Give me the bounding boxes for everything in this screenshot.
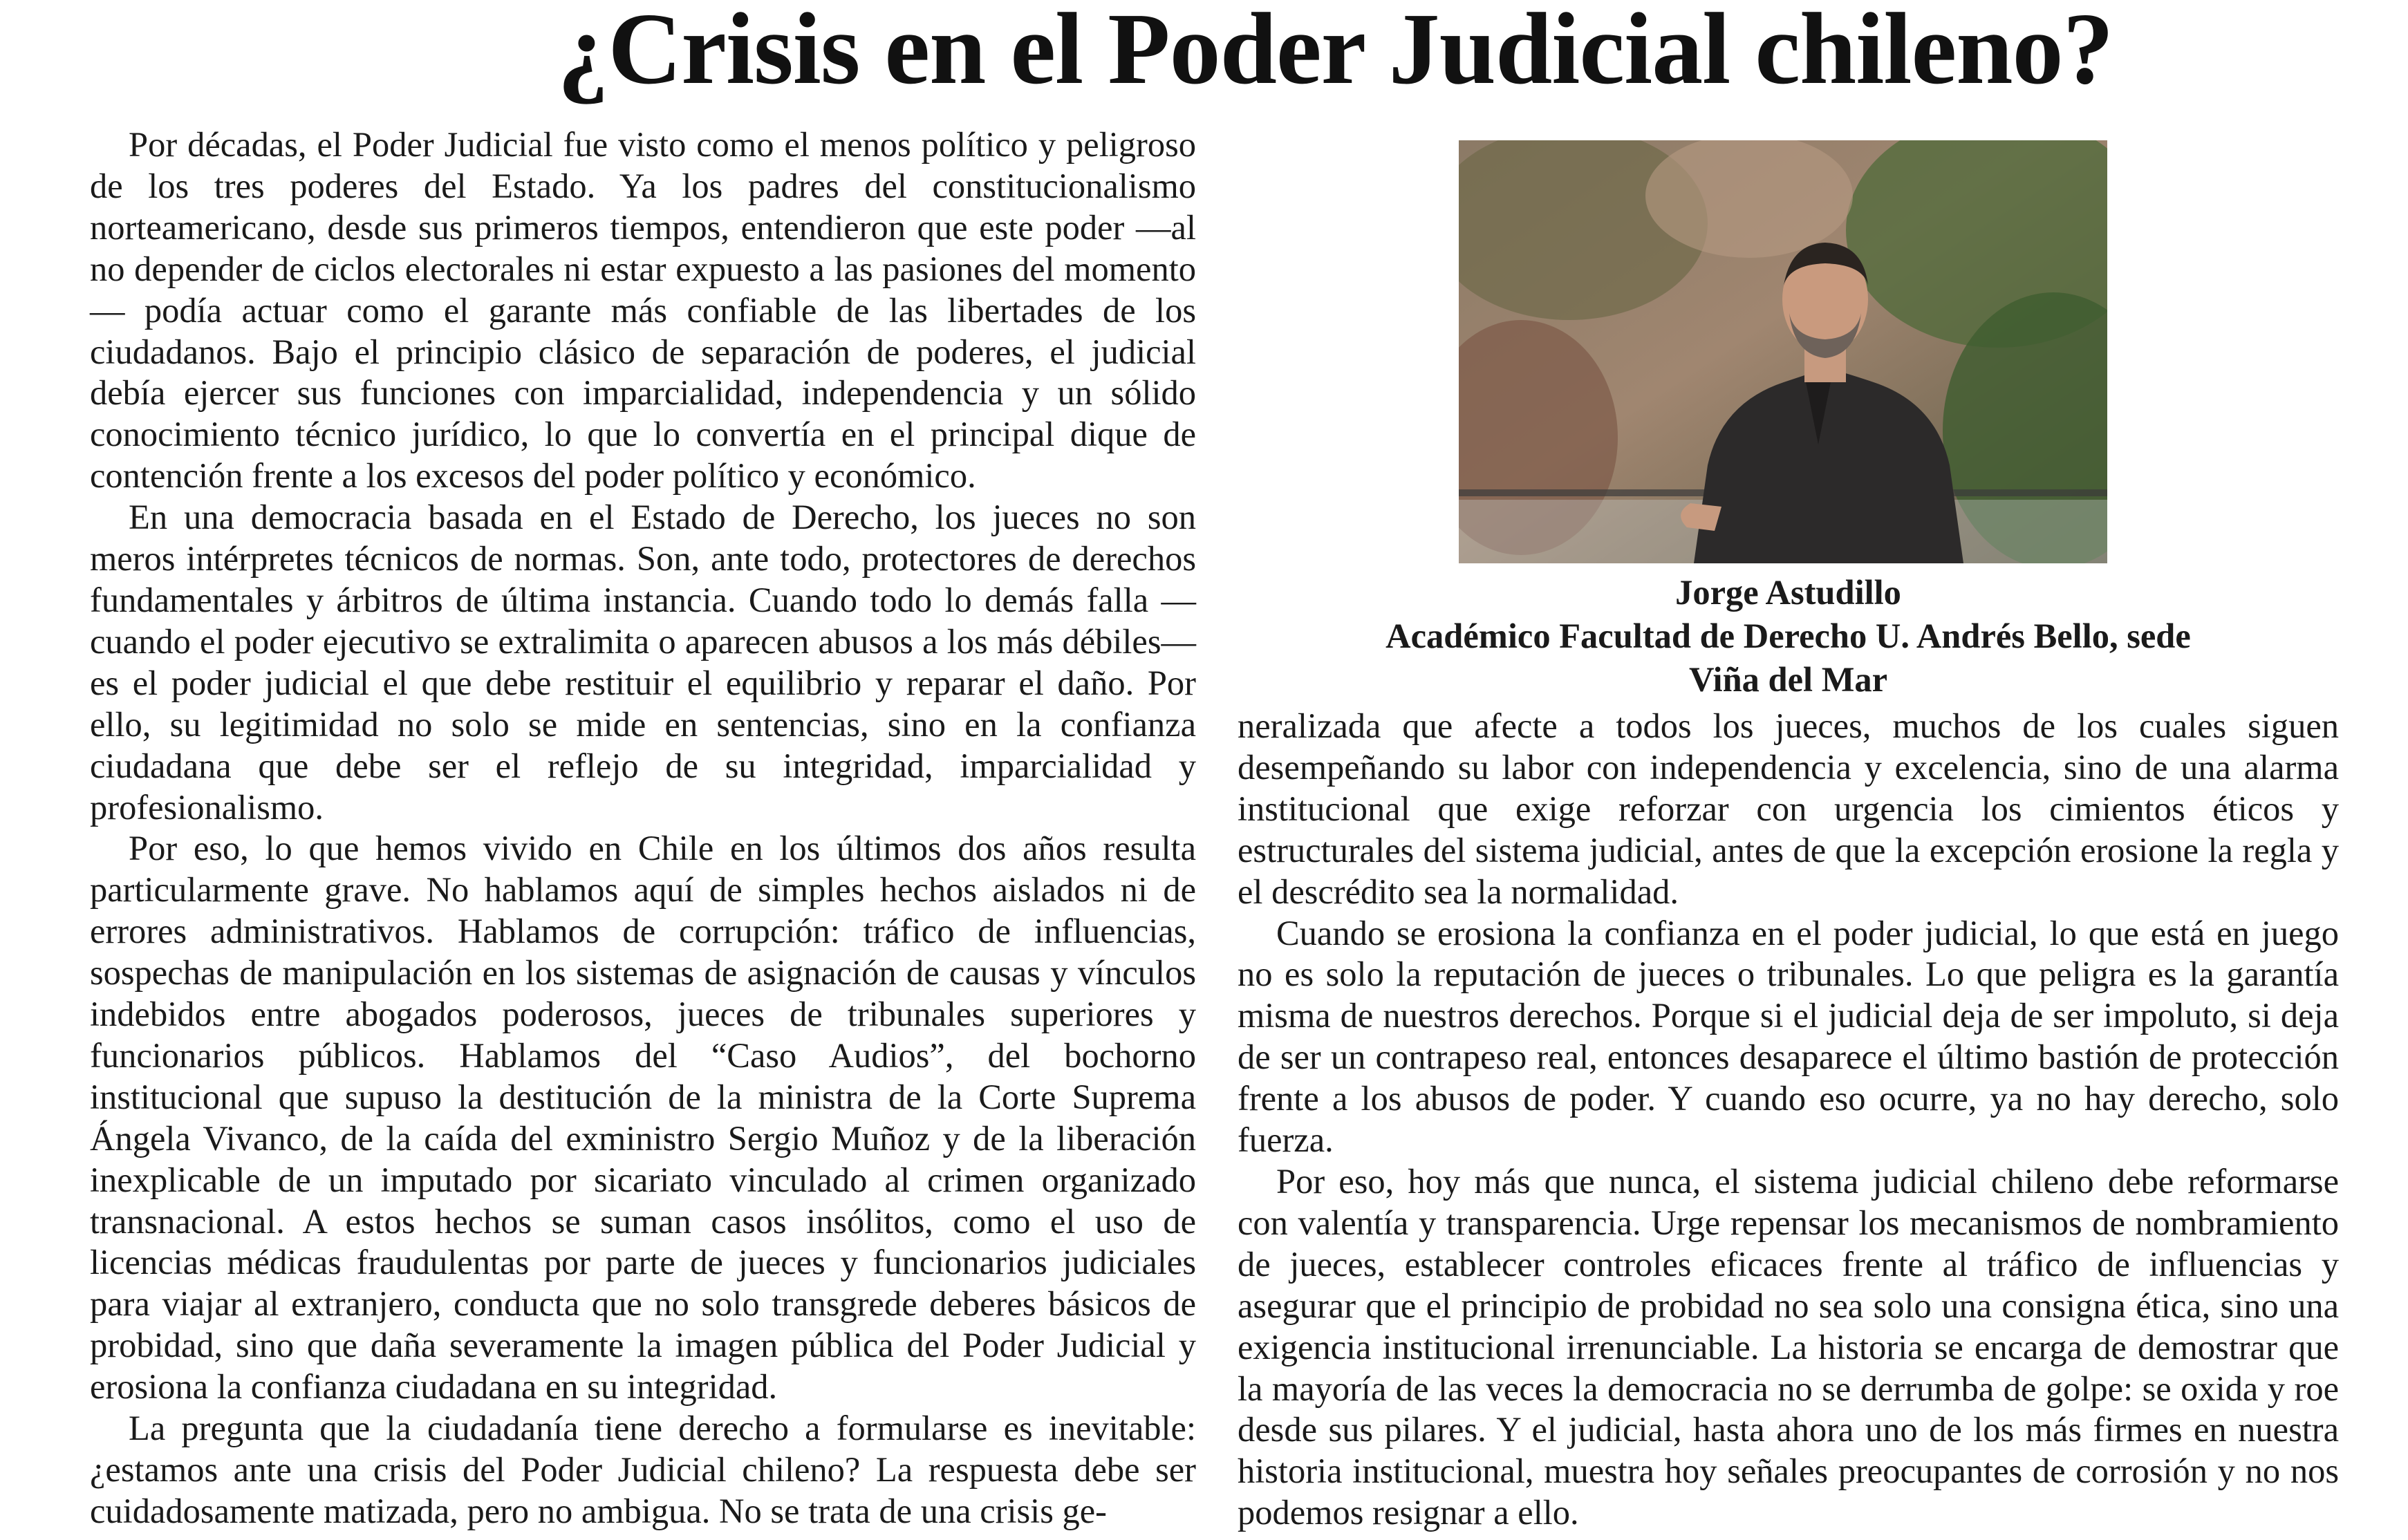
author-photo <box>1459 140 2107 563</box>
caption-location: Viña del Mar <box>1688 660 1888 699</box>
right-column <box>1238 706 2339 1534</box>
caption-role: Académico Facultad de Derecho U. Andrés Bello, sede <box>1385 617 2191 655</box>
paragraph: Por décadas, el Poder Judicial fue visto como el menos político y peligroso de los tres poderes del Estado. Ya los padres del constitucionalismo norteamericano, desde sus primeros tiempos, entendieron que este poder —al no depender de ciclos electorales ni estar expuesto a las pasiones del momento— podía actuar como el garante más confiable de las libertades de los ciudadanos. Bajo el principio clásico de separación de poderes, el judicial debía ejercer sus funciones con imparcialidad, independencia y un sólido conocimiento técnico jurídico, lo que lo convertía en el principal dique de contención frente a los excesos del poder político y económico. <box>90 125 1196 496</box>
paragraph: Cuando se erosiona la confianza en el poder judicial, lo que está en juego no es solo la reputación de jueces o tribunales. Lo que peligra es la garantía misma de nuestros derechos. Porque si el judicial deja de ser impoluto, si deja de ser un contrapeso real, entonces desaparece el último bastión de protección frente a los abusos de poder. Y cuando eso ocurre, ya no hay derecho, solo fuerza. <box>1238 913 2339 1160</box>
caption-name: Jorge Astudillo <box>1675 573 1901 612</box>
paragraph: La pregunta que la ciudadanía tiene derecho a formularse es inevitable: ¿estamos ante una crisis del Poder Judicial chileno? La respuesta debe ser cuidadosamente matizada, pero no ambigua. No se trata de una crisis ge- <box>90 1409 1196 1530</box>
photo-caption <box>1238 571 2339 702</box>
paragraph: Por eso, lo que hemos vivido en Chile en los últimos dos años resulta particularmente grave. No hablamos aquí de simples hechos aislados ni de errores administrativos. Hablamos de corrupción: tráfico de influencias, sospechas de manipulación en los sistemas de asignación de causas y vínculos indebidos entre abogados poderosos, jueces de tribunales superiores y funcionarios públicos. Hablamos del “Caso Audios”, del bochorno institucional que supuso la destitución de la ministra de la Corte Suprema Ángela Vivanco, de la caída del exministro Sergio Muñoz y de la liberación inexplicable de un imputado por sicariato vinculado al crimen organizado transnacional. A estos hechos se suman casos insólitos, como el uso de licencias médicas fraudulentas por parte de jueces y funcionarios judiciales para viajar al extranjero, conducta que no solo transgrede deberes básicos de probidad, sino que daña severamente la imagen pública del Poder Judicial y erosiona la confianza ciudadana en su integridad. <box>90 829 1196 1407</box>
paragraph: En una democracia basada en el Estado de Derecho, los jueces no son meros intérpretes técnicos de normas. Son, ante todo, protectores de derechos fundamentales y árbitros de última instancia. Cuando todo lo demás falla —cuando el poder ejecutivo se extralimita o aparecen abusos a los más débiles— es el poder judicial el que debe restituir el equilibrio y reparar el daño. Por ello, su legitimidad no solo se mide en sentencias, sino en la confianza ciudadana que debe ser el reflejo de su integridad, imparcialidad y profesionalismo. <box>90 498 1196 827</box>
left-column <box>90 124 1196 1532</box>
paragraph: Por eso, hoy más que nunca, el sistema judicial chileno debe reformarse con valentía y transparencia. Urge repensar los mecanismos de nombramiento de jueces, establecer controles eficaces frente al tráfico de influencias y asegurar que el principio de probidad no sea solo una consigna ética, sino una exigencia institucional irrenunciable. La historia se encarga de demostrar que la mayoría de las veces la democracia no se derrumba de golpe: se oxida y roe desde sus pilares. Y el judicial, hasta ahora uno de los más firmes en nuestra historia institucional, muestra hoy señales preocupantes de corrosión y no nos podemos resignar a ello. <box>1238 1161 2339 1532</box>
headline: ¿Crisis en el Poder Judicial chileno? <box>557 0 2113 106</box>
paragraph: neralizada que afecte a todos los jueces, muchos de los cuales siguen desempeñando su labor con independencia y excelencia, sino de una alarma institucional que exige reforzar con urgencia los cimientos éticos y estructurales del sistema judicial, antes de que la excepción erosione la regla y el descrédito sea la normalidad. <box>1238 706 2339 911</box>
